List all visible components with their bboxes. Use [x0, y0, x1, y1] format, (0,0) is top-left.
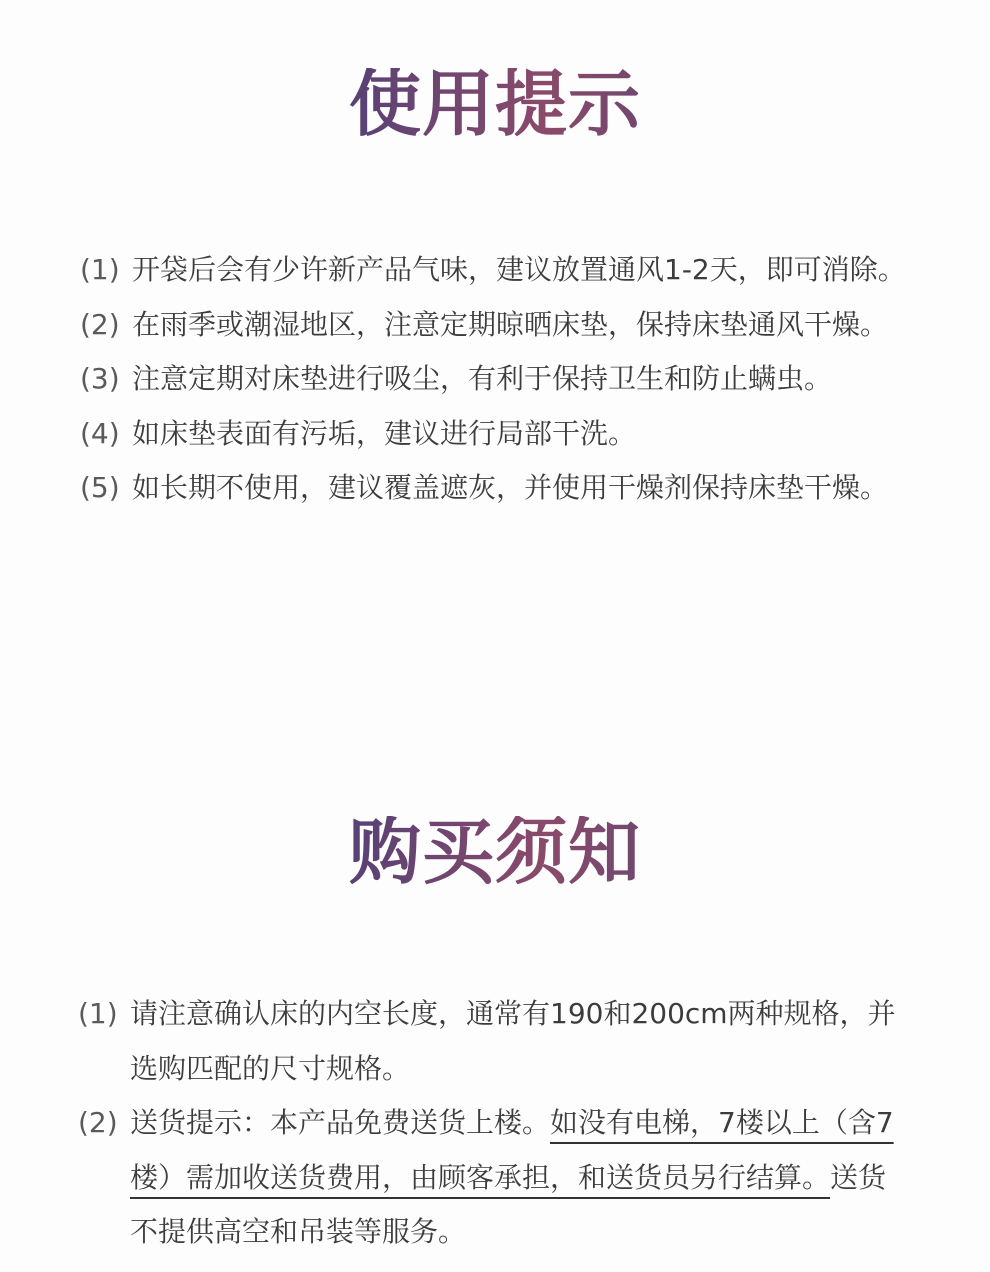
item-text: 送货提示：本产品免费送货上楼。: [130, 1106, 551, 1139]
item-number: (4): [80, 416, 120, 450]
list-item: [78, 1096, 908, 1260]
item-text: 如床垫表面有污垢，建议进行局部干洗。: [132, 416, 637, 450]
item-text: 请注意确认床的内空长度，通常有190和200cm两种规格，并选购匹配的尺寸规格。: [130, 997, 896, 1085]
usage-tips-title: 使用提示: [0, 68, 990, 140]
item-number: (2): [80, 307, 120, 341]
delivery-fee-note: 如没有电梯，7楼以上（含7楼）需加收送货费用，由顾客承担，和送货员另行结算。: [130, 1106, 894, 1194]
item-number: (3): [80, 362, 120, 395]
item-number: (1): [80, 253, 120, 286]
usage-tips-list: [80, 243, 910, 516]
list-item: [80, 298, 910, 353]
item-text: 如长期不使用，建议覆盖遮灰，并使用干燥剂保持床垫干燥。: [132, 471, 889, 504]
item-text: 开袋后会有少许新产品气味，建议放置通风1-2天，即可消除。: [132, 253, 906, 286]
list-item: [78, 987, 908, 1096]
item-text: 注意定期对床垫进行吸尘，有利于保持卫生和防止螨虫。: [132, 362, 833, 395]
list-item: [80, 407, 910, 462]
item-number: (1): [78, 997, 118, 1030]
item-number: (5): [80, 471, 120, 504]
purchase-notes-title: 购买须知: [0, 816, 990, 888]
item-number: (2): [78, 1106, 118, 1139]
list-item: [80, 352, 910, 407]
item-text: 在雨季或潮湿地区，注意定期晾晒床垫，保持床垫通风干燥。: [132, 307, 889, 341]
list-item: [80, 243, 910, 298]
purchase-notes-list: [78, 987, 908, 1260]
list-item: [80, 461, 910, 516]
item-text: 送货不提供高空和吊装等服务。: [130, 1160, 887, 1248]
